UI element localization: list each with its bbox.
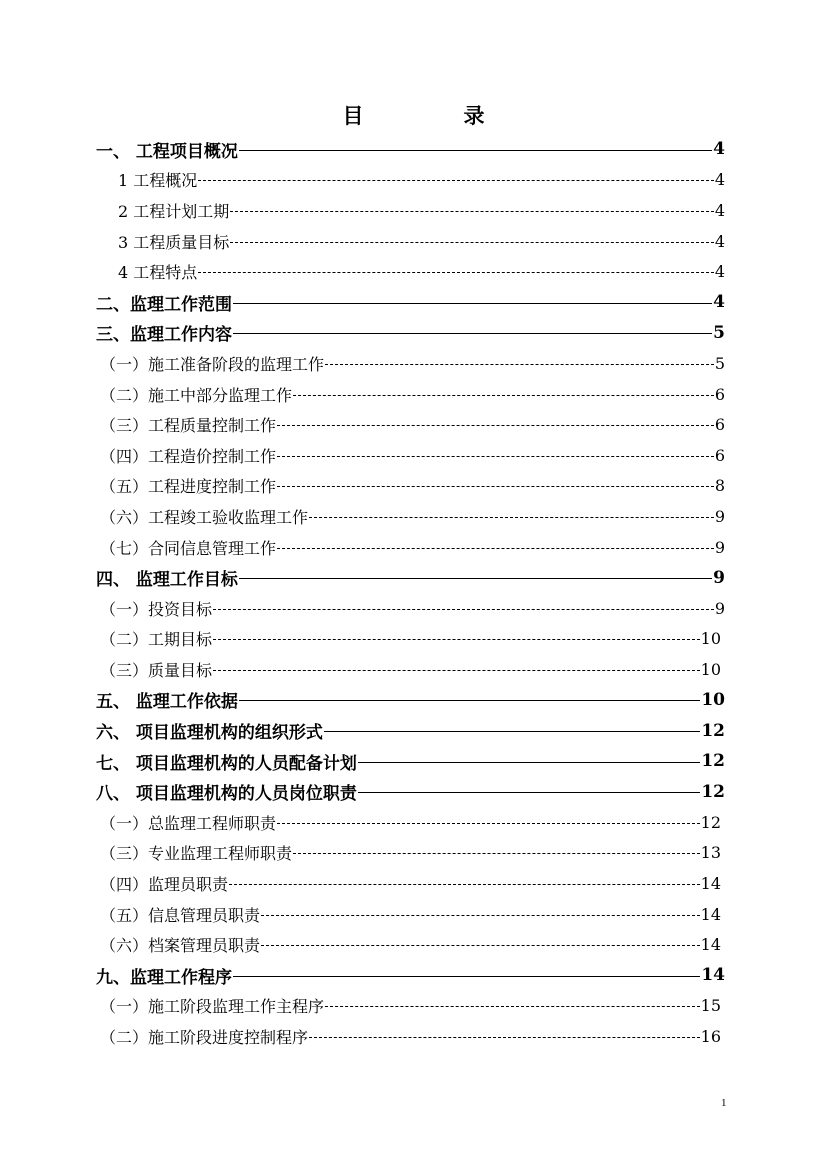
toc-entry-text: 三、监理工作内容 (96, 325, 232, 346)
toc-page-number: 14 (701, 965, 725, 986)
toc-entry[interactable] (96, 991, 721, 1022)
toc-leader-line (277, 456, 714, 457)
toc-entry-text: 2 工程计划工期 (118, 201, 230, 221)
toc-entry-text: （五）工程进度控制工作 (100, 477, 277, 497)
toc-entry-text: 七、 项目监理机构的人员配备计划 (96, 753, 357, 774)
toc-leader-line (277, 823, 700, 824)
toc-page-number: 9 (714, 537, 725, 557)
toc-entry[interactable] (96, 195, 725, 226)
toc-entry-text: （四）监理员职责 (100, 875, 229, 895)
toc-leader-line (309, 517, 714, 518)
toc-page-number: 5 (713, 322, 725, 343)
toc-entry-text: （一）投资目标 (100, 599, 213, 619)
toc-entry-text: 3 工程质量目标 (118, 232, 230, 252)
toc-leader-line (229, 884, 700, 885)
toc-leader-line (293, 853, 700, 854)
toc-page-number: 14 (700, 935, 721, 955)
toc-entry[interactable] (96, 562, 725, 593)
toc-page-number: 4 (713, 292, 725, 313)
toc-entry-text: 八、 项目监理机构的人员岗位职责 (96, 784, 357, 805)
toc-entry[interactable] (96, 624, 721, 655)
toc-entry[interactable] (96, 929, 721, 960)
toc-entry-text: （四）工程造价控制工作 (100, 446, 277, 466)
toc-leader-line (358, 762, 700, 763)
toc-entry-text: 九、监理工作程序 (96, 967, 232, 988)
page-number: 1 (721, 1097, 727, 1109)
toc-entry[interactable] (96, 868, 721, 899)
toc-page-number: 9 (714, 598, 725, 618)
toc-page-number: 12 (700, 812, 721, 832)
toc-leader-line (239, 150, 712, 151)
toc-page-number: 10 (700, 629, 721, 649)
table-of-contents (96, 134, 725, 1052)
toc-leader-line (239, 578, 712, 579)
toc-page-number: 14 (700, 874, 721, 894)
toc-entry[interactable] (96, 1021, 721, 1052)
toc-leader-line (233, 303, 712, 304)
toc-leader-line (277, 486, 714, 487)
toc-page-number: 4 (714, 200, 725, 220)
toc-entry-text: （一）施工阶段监理工作主程序 (100, 997, 325, 1017)
toc-entry[interactable] (96, 165, 725, 196)
toc-entry-text: （七）合同信息管理工作 (100, 538, 277, 558)
toc-entry-text: （一）总监理工程师职责 (100, 813, 277, 833)
toc-page-number: 15 (700, 996, 721, 1016)
toc-page-number: 9 (713, 567, 725, 588)
toc-entry[interactable] (96, 256, 725, 287)
toc-leader-line (230, 242, 714, 243)
toc-entry[interactable] (96, 348, 725, 379)
toc-entry[interactable] (96, 287, 725, 318)
toc-leader-line (325, 364, 714, 365)
toc-leader-line (277, 548, 714, 549)
toc-entry[interactable] (96, 226, 725, 257)
toc-entry-text: （二）施工阶段进度控制程序 (100, 1028, 309, 1048)
toc-leader-line (277, 425, 714, 426)
toc-entry-text: （二）工期目标 (100, 630, 213, 650)
toc-entry[interactable] (96, 134, 725, 165)
toc-entry-text: 五、 监理工作依据 (96, 692, 238, 713)
toc-entry-text: （六）档案管理员职责 (100, 936, 261, 956)
toc-leader-line (261, 945, 700, 946)
toc-page-number: 4 (714, 262, 725, 282)
toc-leader-line (213, 639, 700, 640)
toc-entry-text: 4 工程特点 (118, 263, 198, 283)
toc-leader-line (239, 700, 700, 701)
toc-entry[interactable] (96, 715, 725, 746)
toc-entry[interactable] (96, 685, 725, 716)
toc-entry-text: （五）信息管理员职责 (100, 905, 261, 925)
toc-page-number: 9 (714, 506, 725, 526)
toc-entry[interactable] (96, 746, 725, 777)
toc-page-number: 14 (700, 904, 721, 924)
toc-entry[interactable] (96, 379, 725, 410)
toc-page-number: 10 (700, 659, 721, 679)
toc-leader-line (233, 976, 700, 977)
toc-page-number: 16 (700, 1027, 721, 1047)
toc-page-number: 6 (714, 415, 725, 435)
toc-entry-text: （六）工程竣工验收监理工作 (100, 507, 309, 527)
toc-page-number: 12 (701, 781, 725, 802)
toc-leader-line (213, 670, 700, 671)
toc-entry-text: （三）工程质量控制工作 (100, 416, 277, 436)
toc-entry[interactable] (96, 593, 725, 624)
toc-entry[interactable] (96, 501, 725, 532)
toc-entry[interactable] (96, 838, 721, 869)
page-title (0, 100, 827, 130)
toc-leader-line (309, 1037, 700, 1038)
toc-entry-text: （三）专业监理工程师职责 (100, 844, 293, 864)
toc-page-number: 12 (701, 720, 725, 741)
title-char-2: 录 (463, 103, 485, 128)
toc-entry[interactable] (96, 532, 725, 563)
toc-leader-line (324, 731, 700, 732)
toc-entry-text: （一）施工准备阶段的监理工作 (100, 354, 325, 374)
toc-page-number: 6 (714, 384, 725, 404)
toc-leader-line (261, 915, 700, 916)
toc-page-number: 4 (713, 139, 725, 160)
toc-page-number: 13 (700, 843, 721, 863)
toc-entry[interactable] (96, 960, 725, 991)
toc-page-number: 10 (701, 689, 725, 710)
toc-entry-text: 一、 工程项目概况 (96, 141, 238, 162)
toc-entry-text: （二）施工中部分监理工作 (100, 385, 293, 405)
title-char-1: 目 (342, 103, 364, 128)
toc-page-number: 4 (714, 231, 725, 251)
toc-entry[interactable] (96, 899, 721, 930)
toc-entry[interactable] (96, 807, 721, 838)
toc-leader-line (198, 272, 714, 273)
toc-page-number: 5 (714, 353, 725, 373)
toc-leader-line (293, 395, 714, 396)
toc-leader-line (325, 1006, 700, 1007)
toc-entry-text: 1 工程概况 (118, 171, 198, 191)
toc-leader-line (230, 211, 714, 212)
toc-page-number: 8 (714, 476, 725, 496)
toc-entry-text: 四、 监理工作目标 (96, 570, 238, 591)
toc-leader-line (198, 180, 714, 181)
toc-entry[interactable] (96, 409, 725, 440)
toc-entry-text: 六、 项目监理机构的组织形式 (96, 723, 323, 744)
toc-page-number: 6 (714, 445, 725, 465)
toc-leader-line (358, 792, 700, 793)
toc-entry[interactable] (96, 776, 725, 807)
toc-entry[interactable] (96, 654, 721, 685)
toc-entry-text: （三）质量目标 (100, 660, 213, 680)
toc-leader-line (213, 609, 714, 610)
toc-leader-line (233, 333, 712, 334)
toc-page-number: 12 (701, 751, 725, 772)
toc-entry[interactable] (96, 318, 725, 349)
toc-page-number: 4 (714, 170, 725, 190)
toc-entry[interactable] (96, 471, 725, 502)
toc-entry-text: 二、监理工作范围 (96, 294, 232, 315)
toc-entry[interactable] (96, 440, 725, 471)
